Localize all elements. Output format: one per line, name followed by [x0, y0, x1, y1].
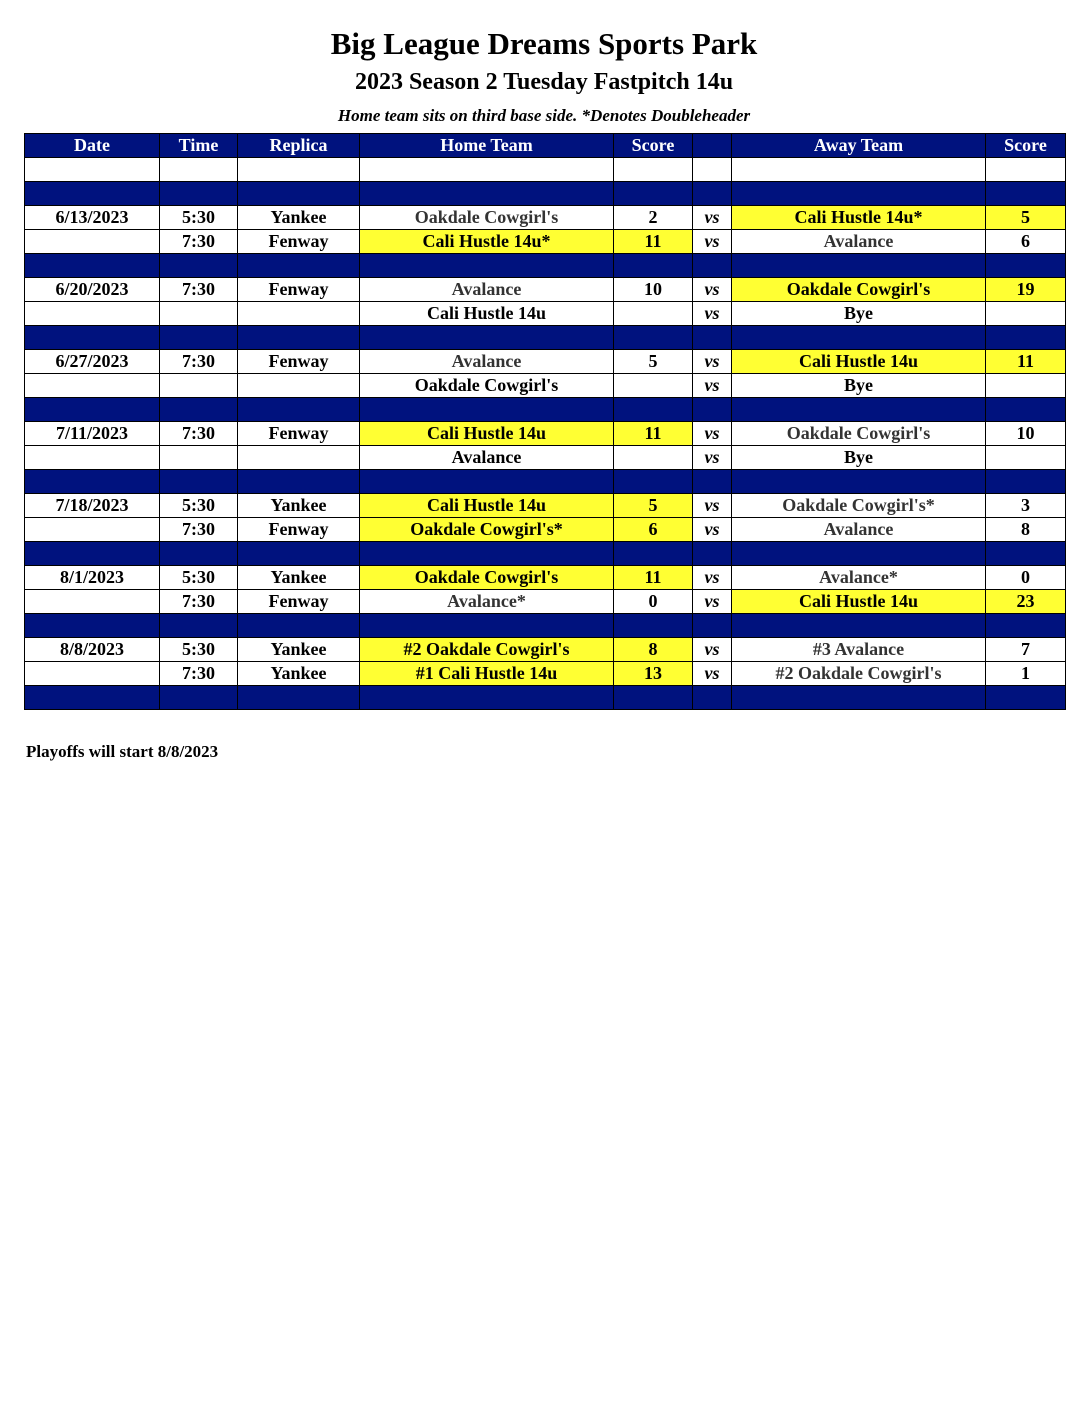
- col-home-score: Score: [614, 134, 693, 158]
- game-replica: Fenway: [238, 590, 360, 614]
- home-team: Avalance: [360, 446, 614, 470]
- home-team: Cali Hustle 14u*: [360, 230, 614, 254]
- game-time: 7:30: [160, 518, 238, 542]
- game-replica: Yankee: [238, 662, 360, 686]
- home-score: 5: [614, 494, 693, 518]
- away-team: Oakdale Cowgirl's: [732, 278, 986, 302]
- away-score: [986, 374, 1066, 398]
- game-row: [25, 590, 1066, 614]
- game-date: 8/8/2023: [25, 638, 160, 662]
- game-date: 7/18/2023: [25, 494, 160, 518]
- separator-row: [25, 686, 1066, 710]
- away-team: Bye: [732, 446, 986, 470]
- header-row: [25, 134, 1066, 158]
- away-score: 19: [986, 278, 1066, 302]
- home-score: 6: [614, 518, 693, 542]
- game-time: 7:30: [160, 590, 238, 614]
- game-date: [25, 302, 160, 326]
- game-row: [25, 302, 1066, 326]
- away-team: Avalance*: [732, 566, 986, 590]
- game-date: [25, 446, 160, 470]
- game-replica: Fenway: [238, 278, 360, 302]
- game-row: [25, 422, 1066, 446]
- game-time: 7:30: [160, 278, 238, 302]
- game-replica: Yankee: [238, 638, 360, 662]
- col-replica: Replica: [238, 134, 360, 158]
- col-home-team: Home Team: [360, 134, 614, 158]
- vs-label: vs: [693, 446, 732, 470]
- game-date: 6/27/2023: [25, 350, 160, 374]
- game-replica: Yankee: [238, 206, 360, 230]
- home-team-note: Home team sits on third base side. *Denotes Doubleheader: [337, 106, 751, 125]
- col-date: Date: [25, 134, 160, 158]
- home-team: Oakdale Cowgirl's: [360, 566, 614, 590]
- game-row: [25, 518, 1066, 542]
- away-team: Cali Hustle 14u: [732, 590, 986, 614]
- game-replica: [238, 446, 360, 470]
- away-score: 5: [986, 206, 1066, 230]
- game-date: [25, 230, 160, 254]
- game-row: [25, 662, 1066, 686]
- home-score: 0: [614, 590, 693, 614]
- separator-row: [25, 542, 1066, 566]
- vs-label: vs: [693, 278, 732, 302]
- away-score: [986, 302, 1066, 326]
- blank-row: [25, 158, 1066, 182]
- vs-label: vs: [693, 230, 732, 254]
- home-team: Cali Hustle 14u: [360, 494, 614, 518]
- schedule-body: [25, 158, 1066, 710]
- separator-row: [25, 254, 1066, 278]
- home-score: 11: [614, 422, 693, 446]
- away-score: [986, 446, 1066, 470]
- home-score: 2: [614, 206, 693, 230]
- away-score: 8: [986, 518, 1066, 542]
- game-row: [25, 206, 1066, 230]
- away-score: 23: [986, 590, 1066, 614]
- vs-label: vs: [693, 494, 732, 518]
- away-team: Cali Hustle 14u: [732, 350, 986, 374]
- vs-label: vs: [693, 590, 732, 614]
- home-score: 10: [614, 278, 693, 302]
- home-team: #2 Oakdale Cowgirl's: [360, 638, 614, 662]
- away-team: Oakdale Cowgirl's*: [732, 494, 986, 518]
- game-time: 5:30: [160, 206, 238, 230]
- page-title: Big League Dreams Sports Park: [330, 26, 758, 61]
- game-date: 8/1/2023: [25, 566, 160, 590]
- game-time: [160, 446, 238, 470]
- game-time: 5:30: [160, 494, 238, 518]
- home-team: #1 Cali Hustle 14u: [360, 662, 614, 686]
- game-replica: [238, 374, 360, 398]
- away-team: #3 Avalance: [732, 638, 986, 662]
- away-team: #2 Oakdale Cowgirl's: [732, 662, 986, 686]
- separator-row: [25, 398, 1066, 422]
- game-row: [25, 374, 1066, 398]
- game-time: 5:30: [160, 566, 238, 590]
- game-time: 7:30: [160, 662, 238, 686]
- game-row: [25, 350, 1066, 374]
- home-score: [614, 302, 693, 326]
- vs-label: vs: [693, 206, 732, 230]
- col-away-score: Score: [986, 134, 1066, 158]
- away-score: 6: [986, 230, 1066, 254]
- home-score: [614, 374, 693, 398]
- separator-row: [25, 614, 1066, 638]
- game-row: [25, 566, 1066, 590]
- game-time: 5:30: [160, 638, 238, 662]
- game-time: [160, 302, 238, 326]
- away-score: 3: [986, 494, 1066, 518]
- game-time: 7:30: [160, 350, 238, 374]
- col-away-team: Away Team: [732, 134, 986, 158]
- col-time: Time: [160, 134, 238, 158]
- vs-label: vs: [693, 518, 732, 542]
- vs-label: vs: [693, 374, 732, 398]
- game-replica: Yankee: [238, 566, 360, 590]
- home-team: Cali Hustle 14u: [360, 302, 614, 326]
- away-team: Bye: [732, 374, 986, 398]
- away-score: 1: [986, 662, 1066, 686]
- vs-label: vs: [693, 350, 732, 374]
- away-score: 10: [986, 422, 1066, 446]
- away-team: Oakdale Cowgirl's: [732, 422, 986, 446]
- game-replica: Fenway: [238, 350, 360, 374]
- vs-label: vs: [693, 638, 732, 662]
- vs-label: vs: [693, 566, 732, 590]
- game-date: 6/13/2023: [25, 206, 160, 230]
- schedule-table: [24, 133, 1066, 710]
- home-team: Oakdale Cowgirl's: [360, 206, 614, 230]
- game-time: [160, 374, 238, 398]
- game-date: 6/20/2023: [25, 278, 160, 302]
- vs-label: vs: [693, 662, 732, 686]
- home-team: Oakdale Cowgirl's: [360, 374, 614, 398]
- game-replica: Fenway: [238, 518, 360, 542]
- home-team: Cali Hustle 14u: [360, 422, 614, 446]
- game-row: [25, 494, 1066, 518]
- playoffs-note: Playoffs will start 8/8/2023: [26, 742, 219, 761]
- game-replica: Fenway: [238, 422, 360, 446]
- game-replica: Fenway: [238, 230, 360, 254]
- game-replica: [238, 302, 360, 326]
- game-date: [25, 518, 160, 542]
- game-date: [25, 374, 160, 398]
- away-score: 7: [986, 638, 1066, 662]
- home-team: Avalance*: [360, 590, 614, 614]
- home-score: 5: [614, 350, 693, 374]
- separator-row: [25, 182, 1066, 206]
- vs-label: vs: [693, 302, 732, 326]
- game-replica: Yankee: [238, 494, 360, 518]
- game-time: 7:30: [160, 230, 238, 254]
- separator-row: [25, 326, 1066, 350]
- separator-row: [25, 470, 1066, 494]
- game-date: [25, 662, 160, 686]
- page-subtitle: 2023 Season 2 Tuesday Fastpitch 14u: [354, 69, 734, 95]
- home-team: Avalance: [360, 350, 614, 374]
- col-vs: [693, 134, 732, 158]
- away-team: Bye: [732, 302, 986, 326]
- home-score: 11: [614, 230, 693, 254]
- away-score: 11: [986, 350, 1066, 374]
- game-row: [25, 278, 1066, 302]
- home-team: Oakdale Cowgirl's*: [360, 518, 614, 542]
- home-score: 8: [614, 638, 693, 662]
- game-date: 7/11/2023: [25, 422, 160, 446]
- home-score: 11: [614, 566, 693, 590]
- away-team: Avalance: [732, 518, 986, 542]
- away-team: Avalance: [732, 230, 986, 254]
- away-score: 0: [986, 566, 1066, 590]
- away-team: Cali Hustle 14u*: [732, 206, 986, 230]
- home-score: 13: [614, 662, 693, 686]
- home-team: Avalance: [360, 278, 614, 302]
- home-score: [614, 446, 693, 470]
- vs-label: vs: [693, 422, 732, 446]
- game-row: [25, 446, 1066, 470]
- game-date: [25, 590, 160, 614]
- game-row: [25, 638, 1066, 662]
- game-time: 7:30: [160, 422, 238, 446]
- game-row: [25, 230, 1066, 254]
